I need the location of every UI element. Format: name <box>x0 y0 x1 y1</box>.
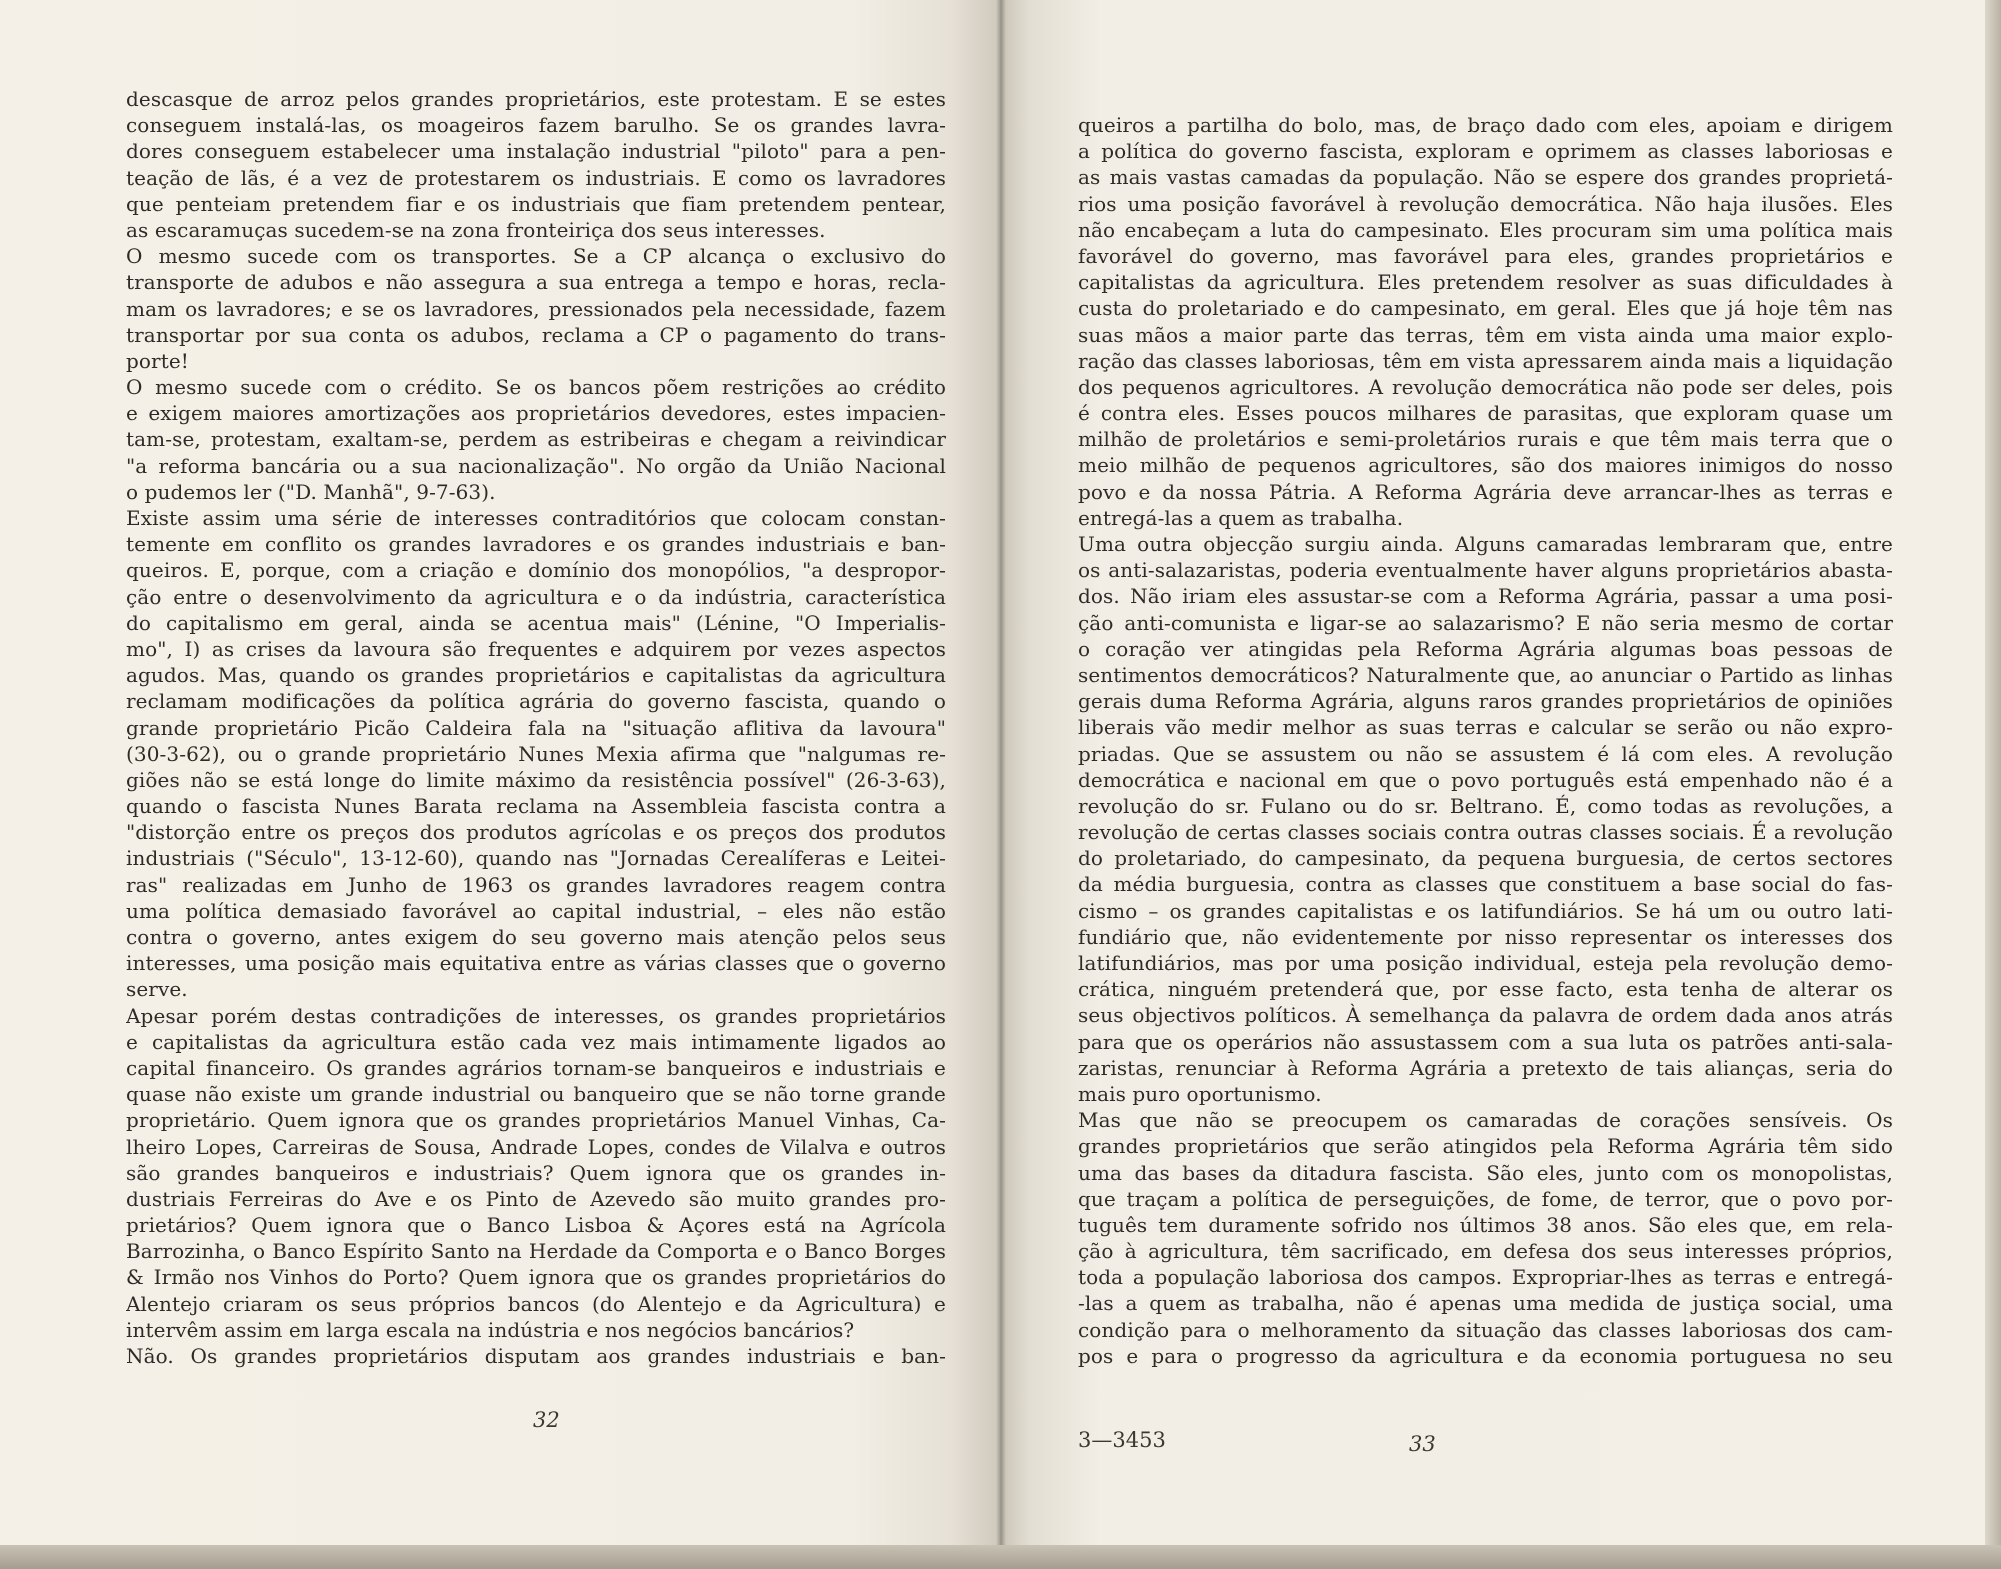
text-line: contra o governo, antes exigem do seu governo mais atenção pelos seus <box>126 925 946 949</box>
text-line: dustriais Ferreiras do Ave e os Pinto de Azevedo são muito grandes pro- <box>126 1186 946 1211</box>
text-line: teação de lãs, é a vez de protestarem os industriais. E como os lavradores <box>126 165 946 190</box>
text-line: uma política demasiado favorável ao capital industrial, – eles não estão <box>126 898 946 923</box>
text-line: não encabeçam a luta do campesinato. Eles procuram sim uma política mais <box>1078 217 1893 242</box>
text-line: suas mãos a maior parte das terras, têm em vista ainda uma maior explo- <box>1078 322 1893 347</box>
text-line: mo", I) as crises da lavoura são frequentes e adquirem por vezes aspectos <box>126 636 946 661</box>
text-line: o pudemos ler ("D. Manhã", 9-7-63). <box>126 479 496 504</box>
text-line: que traçam a política de perseguições, de fome, de terror, que o povo por- <box>1078 1186 1893 1211</box>
text-line: revolução de certas classes sociais contra outras classes sociais. É a revolução <box>1078 820 1893 845</box>
text-line: priadas. Que se assustem ou não se assustem é lá com eles. A revolução <box>1078 741 1893 766</box>
text-line: que penteiam pretendem fiar e os industriais que fiam pretendem pentear, <box>126 191 946 216</box>
text-line: rios uma posição favorável à revolução democrática. Não haja ilusões. Eles <box>1078 191 1893 216</box>
text-line: revolução do sr. Fulano ou do sr. Beltrano. É, como todas as revoluções, a <box>1078 793 1893 818</box>
text-line: "a reforma bancária ou a sua nacionalização". No orgão da União Nacional <box>126 453 946 478</box>
text-line: é contra eles. Esses poucos milhares de parasitas, que exploram quase um <box>1078 401 1893 426</box>
text-line: as mais vastas camadas da população. Não se espere dos grandes proprietá- <box>1078 165 1893 190</box>
text-line: os anti-salazaristas, poderia eventualmente haver alguns proprietários abasta- <box>1078 558 1893 583</box>
text-line: dos. Não iriam eles assustar-se com a Reforma Agrária, passar a uma posi- <box>1078 584 1893 609</box>
text-line: proprietário. Quem ignora que os grandes proprietários Manuel Vinhas, Ca- <box>126 1108 946 1133</box>
text-line: seus objectivos políticos. À semelhança da palavra de ordem dada anos atrás <box>1078 1003 1893 1028</box>
text-line: (30-3-62), ou o grande proprietário Nunes Mexia afirma que "nalgumas re- <box>126 741 946 766</box>
text-line: prietários? Quem ignora que o Banco Lisboa & Açores está na Agrícola <box>126 1213 946 1238</box>
right-page-text <box>1078 112 1893 1369</box>
text-line: capital financeiro. Os grandes agrários tornam-se banqueiros e industriais e <box>126 1055 946 1080</box>
text-line: povo e da nossa Pátria. A Reforma Agrária deve arrancar-lhes as terras e <box>1078 479 1893 504</box>
text-line: ras" realizadas em Junho de 1963 os grandes lavradores reagem contra <box>126 872 946 897</box>
text-line: gerais duma Reforma Agrária, alguns raros grandes proprietários de opiniões <box>1078 689 1893 714</box>
text-line: ração das classes laboriosas, têm em vista apressarem ainda mais a liquidação <box>1078 348 1893 373</box>
text-line: O mesmo sucede com os transportes. Se a CP alcança o exclusivo do <box>126 244 946 269</box>
text-line: latifundiários, mas por uma posição individual, esteja pela revolução demo- <box>1078 951 1893 975</box>
text-line: a política do governo fascista, exploram e oprimem as classes laboriosas e <box>1078 139 1893 164</box>
text-line: quando o fascista Nunes Barata reclama na Assembleia fascista contra a <box>126 794 946 819</box>
text-line: descasque de arroz pelos grandes proprietários, este protestam. E se estes <box>126 87 946 111</box>
text-line: crática, ninguém pretenderá que, por esse facto, esta tenha de alterar os <box>1078 977 1893 1002</box>
text-line: conseguem instalá-las, os moageiros fazem barulho. Se os grandes lavra- <box>126 113 946 138</box>
text-line: Alentejo criaram os seus próprios bancos (do Alentejo e da Agricultura) e <box>126 1291 946 1316</box>
text-line: reclamam modificações da política agrária do governo fascista, quando o <box>126 689 946 714</box>
text-line: meio milhão de pequenos agricultores, são dos maiores inimigos do nosso <box>1078 453 1893 478</box>
text-line: dores conseguem estabelecer uma instalação industrial "piloto" para a pen- <box>126 139 946 164</box>
left-page-number: 32 <box>533 1408 560 1432</box>
text-line: Mas que não se preocupem os camaradas de corações sensíveis. Os <box>1078 1108 1893 1133</box>
right-page <box>1000 0 2001 1569</box>
text-line: Uma outra objecção surgiu ainda. Alguns camaradas lembraram que, entre <box>1078 532 1893 556</box>
text-line: pos e para o progresso da agricultura e da economia portuguesa no seu <box>1078 1343 1893 1368</box>
text-line: giões não se está longe do limite máximo da resistência possível" (26-3-63), <box>126 767 946 792</box>
text-line: do capitalismo em geral, ainda se acentua mais" (Lénine, "O Imperialis- <box>126 610 946 635</box>
text-line: grande proprietário Picão Caldeira fala na "situação aflitiva da lavoura" <box>126 715 946 740</box>
text-line: e exigem maiores amortizações aos proprietários devedores, estes impacien- <box>126 401 946 426</box>
text-line: mais puro oportunismo. <box>1078 1081 1322 1106</box>
text-line: Não. Os grandes proprietários disputam aos grandes industriais e ban- <box>126 1344 946 1368</box>
text-line: intervêm assim em larga escala na indústria e nos negócios bancários? <box>126 1317 855 1342</box>
text-line: e capitalistas da agricultura estão cada vez mais intimamente ligados ao <box>126 1029 946 1054</box>
text-line: quase não existe um grande industrial ou banqueiro que se não torne grande <box>126 1082 946 1107</box>
left-page <box>0 0 1000 1569</box>
text-line: toda a população laboriosa dos campos. Expropriar-lhes as terras e entregá- <box>1078 1265 1893 1290</box>
printer-signature-mark: 3—3453 <box>1078 1428 1166 1452</box>
text-line: entregá-las a quem as trabalha. <box>1078 505 1404 530</box>
text-line: ção à agricultura, têm sacrificado, em defesa dos seus interesses próprios, <box>1078 1239 1893 1264</box>
text-line: para que os operários não assustassem com a sua luta os patrões anti-sala- <box>1078 1029 1893 1054</box>
text-line: queiros. E, porque, com a criação e domínio dos monopólios, "a despropor- <box>126 558 946 583</box>
page-bottom-edge <box>0 1545 2001 1569</box>
text-line: Existe assim uma série de interesses contraditórios que colocam constan- <box>126 506 946 530</box>
text-line: custa do proletariado e do campesinato, em geral. Eles que já hoje têm nas <box>1078 296 1893 321</box>
text-line: democrática e nacional em que o povo português está empenhado não é a <box>1078 767 1893 792</box>
text-line: ção anti-comunista e ligar-se ao salazarismo? E não seria mesmo de cortar <box>1078 610 1893 635</box>
text-line: Barrozinha, o Banco Espírito Santo na Herdade da Comporta e o Banco Borges <box>126 1239 946 1264</box>
text-line: são grandes banqueiros e industriais? Quem ignora que os grandes in- <box>126 1160 946 1185</box>
text-line: condição para o melhoramento da situação das classes laboriosas dos cam- <box>1078 1317 1893 1342</box>
text-line: mam os lavradores; e se os lavradores, pressionados pela necessidade, fazem <box>126 296 946 321</box>
text-line: serve. <box>126 977 188 1002</box>
text-line: temente em conflito os grandes lavradores e os grandes industriais e ban- <box>126 532 946 557</box>
text-line: porte! <box>126 348 189 373</box>
text-line: uma das bases da ditadura fascista. São eles, junto com os monopolistas, <box>1078 1160 1893 1185</box>
text-line: zaristas, renunciar à Reforma Agrária a pretexto de tais alianças, seria do <box>1078 1055 1893 1080</box>
text-line: cismo – os grandes capitalistas e os latifundiários. Se há um ou outro lati- <box>1078 898 1893 923</box>
text-line: as escaramuças sucedem-se na zona fronteiriça dos seus interesses. <box>126 217 826 242</box>
text-line: sentimentos democráticos? Naturalmente que, ao anunciar o Partido as linhas <box>1078 662 1893 687</box>
right-page-number: 33 <box>1409 1432 1436 1456</box>
text-line: interesses, uma posição mais equitativa entre as várias classes que o governo <box>126 951 946 976</box>
text-line: tam-se, protestam, exaltam-se, perdem as estribeiras e chegam a reivindicar <box>126 427 946 452</box>
text-line: milhão de proletários e semi-proletários rurais e que têm mais terra que o <box>1078 427 1893 452</box>
text-line: transporte de adubos e não assegura a sua entrega a tempo e horas, recla- <box>126 270 946 295</box>
text-line: ção entre o desenvolvimento da agricultura e o da indústria, característica <box>126 584 946 609</box>
text-line: capitalistas da agricultura. Eles pretendem resolver as suas dificuldades à <box>1078 270 1893 295</box>
text-line: lheiro Lopes, Carreiras de Sousa, Andrade Lopes, condes de Vilalva e outros <box>126 1134 946 1159</box>
text-line: dos pequenos agricultores. A revolução democrática não pode ser deles, pois <box>1078 374 1893 399</box>
text-line: liberais vão medir melhor as suas terras e calcular se serão ou não expro- <box>1078 715 1893 740</box>
text-line: da média burguesia, contra as classes que constituem a base social do fas- <box>1078 872 1893 897</box>
text-line: o coração ver atingidas pela Reforma Agrária algumas boas pessoas de <box>1078 636 1893 661</box>
text-line: & Irmão nos Vinhos do Porto? Quem ignora que os grandes proprietários do <box>126 1265 946 1290</box>
text-line: favorável do governo, mas favorável para eles, grandes proprietários e <box>1078 243 1893 268</box>
text-line: transportar por sua conta os adubos, reclama a CP o pagamento do trans- <box>126 322 946 347</box>
text-line: do proletariado, do campesinato, da pequena burguesia, de certos sectores <box>1078 846 1893 871</box>
text-line: tuguês tem duramente sofrido nos últimos 38 anos. São eles que, em rela- <box>1078 1212 1893 1237</box>
page-edge <box>1985 0 2001 1569</box>
text-line: industriais ("Século", 13-12-60), quando nas "Jornadas Cerealíferas e Leitei- <box>126 846 946 871</box>
book-gutter <box>996 0 1006 1569</box>
text-line: -las a quem as trabalha, não é apenas uma medida de justiça social, uma <box>1078 1291 1893 1316</box>
text-line: agudos. Mas, quando os grandes proprietários e capitalistas da agricultura <box>126 663 946 688</box>
text-line: grandes proprietários que serão atingidos pela Reforma Agrária têm sido <box>1078 1134 1893 1159</box>
text-line: queiros a partilha do bolo, mas, de braço dado com eles, apoiam e dirigem <box>1078 113 1893 137</box>
text-line: fundiário que, não evidentemente por nisso representar os interesses dos <box>1078 924 1893 949</box>
left-page-text <box>126 86 946 1369</box>
text-line: Apesar porém destas contradições de interesses, os grandes proprietários <box>126 1003 946 1028</box>
text-line: "distorção entre os preços dos produtos agrícolas e os preços dos produtos <box>126 820 946 845</box>
text-line: O mesmo sucede com o crédito. Se os bancos põem restrições ao crédito <box>126 375 946 400</box>
